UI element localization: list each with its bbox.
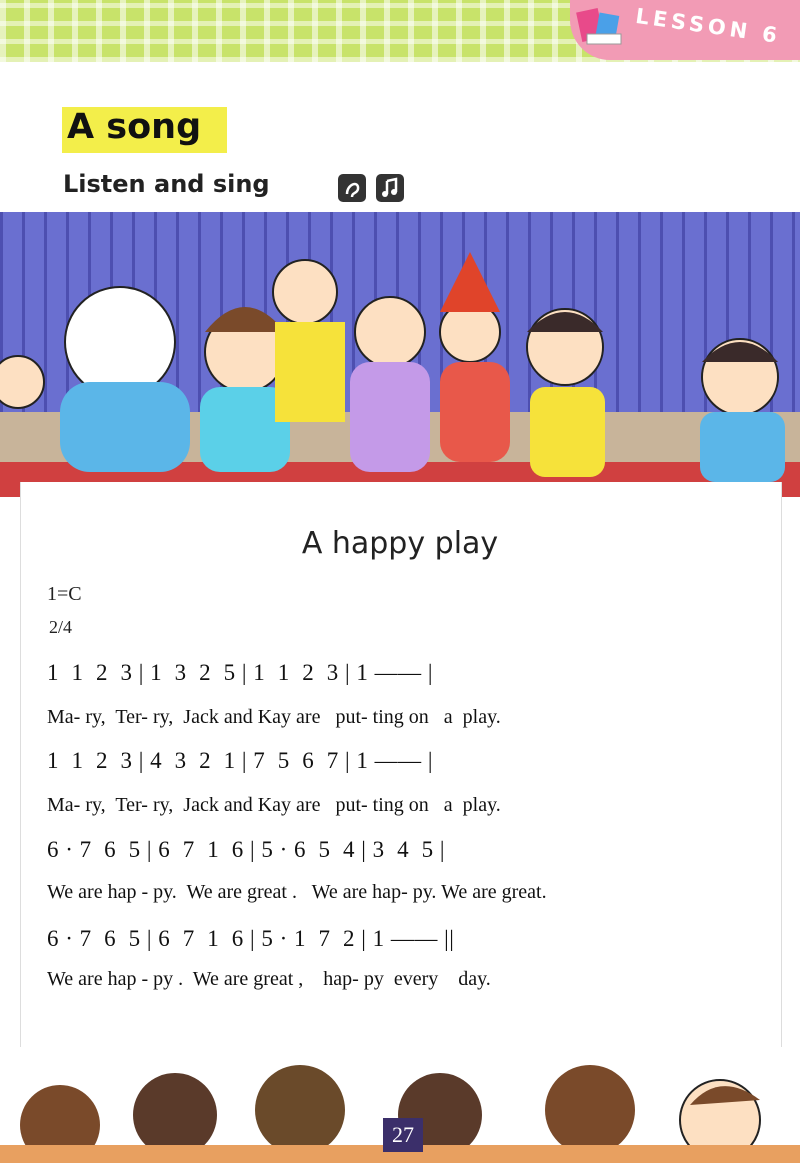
music-note-icon — [376, 174, 404, 202]
lyrics-line-4: We are hap - py . We are great , hap- py every day. — [47, 968, 491, 990]
ear-icon — [338, 174, 366, 202]
notation-line-2: 1 1 2 3 | 4 3 2 1 | 7 5 6 7 | 1 —— | — [47, 748, 433, 773]
notation-line-4: 6 · 7 6 5 | 6 7 1 6 | 5 · 1 7 2 | 1 —— || — [47, 926, 455, 951]
lyrics-line-2: Ma- ry, Ter- ry, Jack and Kay are put- ting on a play. — [47, 794, 501, 816]
party-illustration — [0, 212, 800, 497]
song-title: A happy play — [301, 526, 499, 561]
section-subtitle: Listen and sing — [63, 170, 270, 198]
page-number: 27 — [383, 1118, 423, 1152]
section-title: A song — [67, 107, 202, 147]
lyrics-line-1: Ma- ry, Ter- ry, Jack and Kay are put- ting on a play. — [47, 706, 501, 728]
lyrics-line-3: We are hap - py. We are great . We are hap- py. We are great. — [47, 881, 547, 903]
notation-line-3: 6 · 7 6 5 | 6 7 1 6 | 5 · 6 5 4 | 3 4 5 | — [47, 837, 445, 862]
lesson-label: LESSON 6 — [634, 3, 783, 49]
key-signature: 1=C — [47, 583, 82, 605]
time-signature: 2/4 — [49, 617, 73, 637]
books-icon — [575, 4, 635, 54]
notation-line-1: 1 1 2 3 | 1 3 2 5 | 1 1 2 3 | 1 —— | — [47, 660, 433, 685]
